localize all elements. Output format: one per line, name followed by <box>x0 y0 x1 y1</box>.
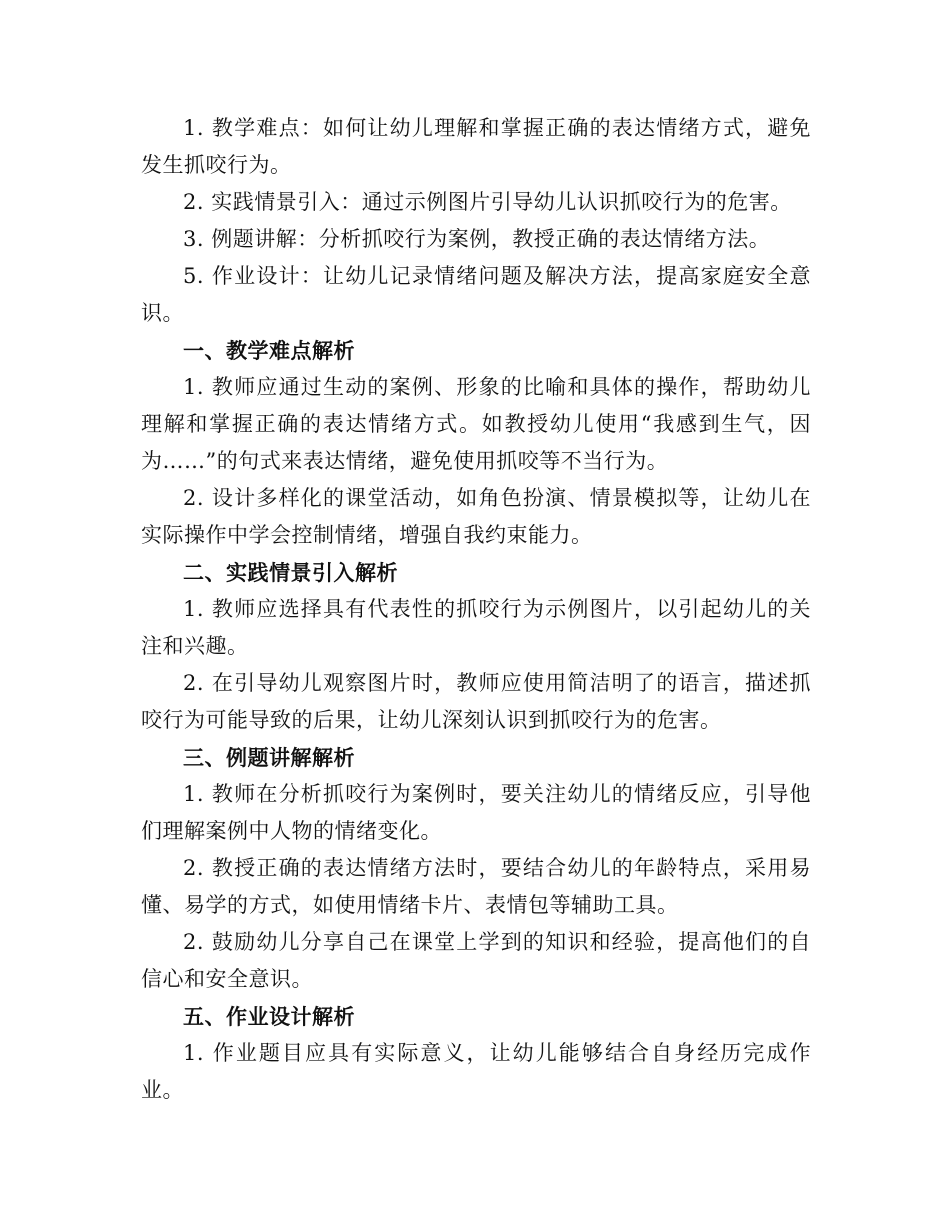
paragraph-section5-item1: 1. 作业题目应具有实际意义，让幼儿能够结合自身经历完成作业。 <box>141 1041 811 1102</box>
paragraph-section1-item2: 2. 设计多样化的课堂活动，如角色扮演、情景模拟等，让幼儿在实际操作中学会控制情绪，增强自我约束能力。 <box>141 486 811 547</box>
paragraph-example-explanation: 3. 例题讲解：分析抓咬行为案例，教授正确的表达情绪方法。 <box>183 227 771 251</box>
document-page <box>141 110 811 1109</box>
paragraph-difficulty: 1. 教学难点：如何让幼儿理解和掌握正确的表达情绪方式，避免发生抓咬行为。 <box>141 116 811 177</box>
paragraph-section3-item2: 2. 教授正确的表达情绪方法时，要结合幼儿的年龄特点，采用易懂、易学的方式，如使用情绪卡片、表情包等辅助工具。 <box>141 856 811 917</box>
paragraph-section3-item1: 1. 教师在分析抓咬行为案例时，要关注幼儿的情绪反应，引导他们理解案例中人物的情绪变化。 <box>141 782 811 843</box>
section-heading-3: 三、例题讲解解析 <box>183 745 355 770</box>
section-heading-2: 二、实践情景引入解析 <box>183 560 398 585</box>
paragraph-section3-item3: 2. 鼓励幼儿分享自己在课堂上学到的知识和经验，提高他们的自信心和安全意识。 <box>141 930 811 991</box>
paragraph-section2-item1: 1. 教师应选择具有代表性的抓咬行为示例图片，以引起幼儿的关注和兴趣。 <box>141 597 811 658</box>
paragraph-scenario-intro: 2. 实践情景引入：通过示例图片引导幼儿认识抓咬行为的危害。 <box>183 190 792 214</box>
paragraph-homework-design: 5. 作业设计：让幼儿记录情绪问题及解决方法，提高家庭安全意识。 <box>141 264 811 325</box>
paragraph-section1-item1: 1. 教师应通过生动的案例、形象的比喻和具体的操作，帮助幼儿理解和掌握正确的表达情绪方式。如教授幼儿使用“我感到生气，因为……”的句式来表达情绪，避免使用抓咬等不当行为。 <box>141 375 811 473</box>
paragraph-section2-item2: 2. 在引导幼儿观察图片时，教师应使用简洁明了的语言，描述抓咬行为可能导致的后果，让幼儿深刻认识到抓咬行为的危害。 <box>141 671 811 732</box>
section-heading-5: 五、作业设计解析 <box>183 1004 355 1029</box>
section-heading-1: 一、教学难点解析 <box>183 338 355 363</box>
